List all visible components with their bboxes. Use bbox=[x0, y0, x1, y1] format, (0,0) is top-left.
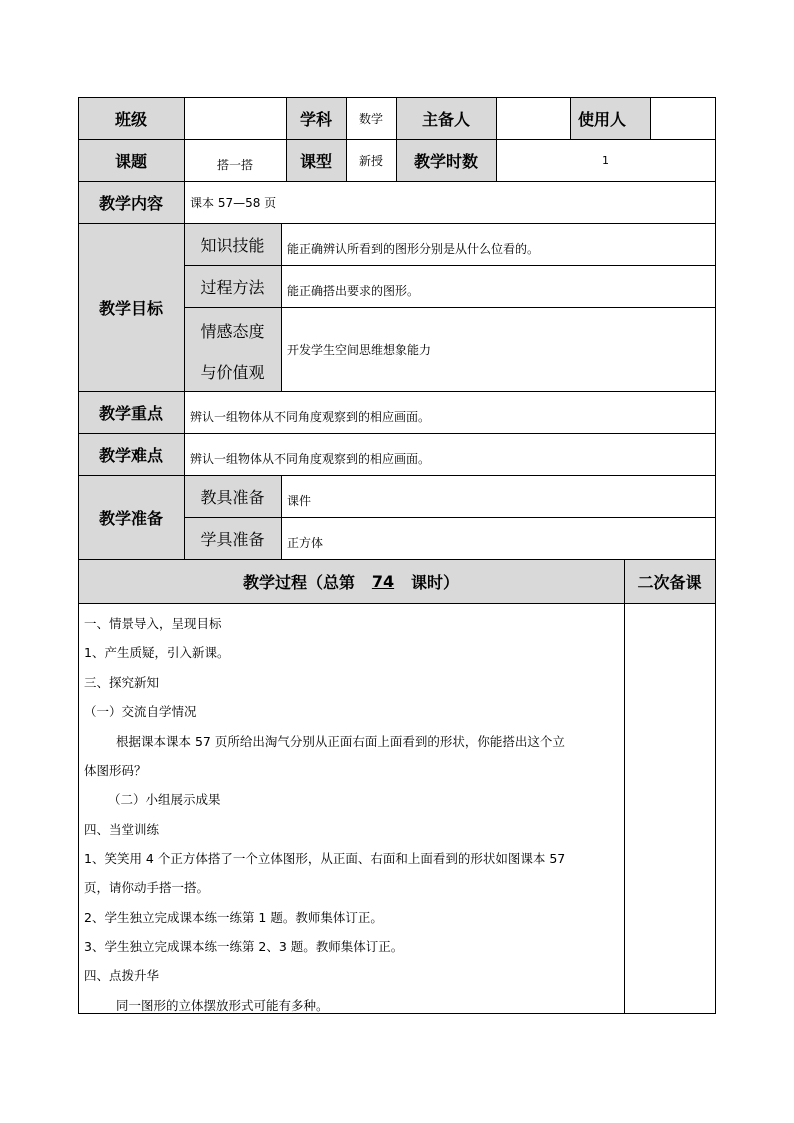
process-line-12: 3、学生独立完成课本练一练第 2、3 题。教师集体订正。 bbox=[84, 939, 404, 954]
class-label: 班级 bbox=[114, 109, 147, 129]
goal-knowledge-label: 知识技能 bbox=[200, 235, 265, 255]
subject-value[interactable]: 数学 bbox=[358, 111, 383, 126]
content-value[interactable]: 课本 57—58 页 bbox=[190, 195, 277, 210]
content-label: 教学内容 bbox=[98, 193, 163, 213]
process-line-13: 四、点拨升华 bbox=[84, 968, 160, 983]
process-lesson-number: 74 bbox=[371, 571, 395, 591]
process-line-7: （二）小组展示成果 bbox=[108, 792, 221, 807]
goal-process-label: 过程方法 bbox=[200, 277, 265, 297]
process-line-3: 三、探究新知 bbox=[84, 675, 160, 690]
process-line-14: 同一图形的立体摆放形式可能有多种。 bbox=[116, 998, 329, 1013]
process-line-10: 页，请你动手搭一搭。 bbox=[84, 880, 210, 895]
user-label: 使用人 bbox=[578, 109, 627, 129]
process-title-suffix: 课时） bbox=[411, 572, 460, 592]
second-prep-area[interactable] bbox=[625, 604, 715, 1013]
key-point-value[interactable]: 辨认一组物体从不同角度观察到的相应画面。 bbox=[190, 409, 431, 424]
process-line-6: 体图形码？ bbox=[84, 763, 147, 778]
hours-label: 教学时数 bbox=[413, 151, 478, 171]
process-line-2: 1、产生质疑，引入新课。 bbox=[84, 645, 230, 660]
topic-label: 课题 bbox=[114, 151, 147, 171]
teacher-materials-label: 教具准备 bbox=[200, 487, 265, 507]
hours-value[interactable]: 1 bbox=[602, 153, 609, 167]
process-line-5: 根据课本课本 57 页所给出淘气分别从正面右面上面看到的形状，你能搭出这个立 bbox=[116, 734, 565, 749]
process-line-1: 一、情景导入，呈现目标 bbox=[84, 616, 222, 631]
goal-attitude-label-line2: 与价值观 bbox=[200, 362, 265, 382]
subject-label: 学科 bbox=[299, 109, 332, 129]
process-title-prefix: 教学过程（总第 bbox=[242, 572, 355, 592]
goals-label: 教学目标 bbox=[98, 298, 163, 318]
student-materials-label: 学具准备 bbox=[200, 529, 265, 549]
preparation-label: 教学准备 bbox=[98, 508, 163, 528]
goal-attitude-value[interactable]: 开发学生空间思维想象能力 bbox=[287, 342, 432, 357]
key-point-label: 教学重点 bbox=[98, 403, 163, 423]
preparer-value[interactable] bbox=[496, 97, 570, 139]
process-title bbox=[78, 559, 624, 603]
goal-process-value[interactable]: 能正确搭出要求的图形。 bbox=[287, 283, 420, 298]
process-line-9: 1、笑笑用 4 个正方体搭了一个立体图形，从正面、右面和上面看到的形状如图课本 57 bbox=[84, 851, 566, 866]
second-prep-label: 二次备课 bbox=[637, 572, 702, 592]
process-line-4: （一）交流自学情况 bbox=[84, 704, 197, 719]
teacher-materials-value[interactable]: 课件 bbox=[287, 493, 312, 508]
class-value[interactable] bbox=[184, 97, 286, 139]
type-value[interactable]: 新授 bbox=[358, 153, 383, 168]
process-line-11: 2、学生独立完成课本练一练第 1 题。教师集体订正。 bbox=[84, 910, 383, 925]
preparer-label: 主备人 bbox=[421, 109, 470, 129]
topic-value[interactable]: 搭一搭 bbox=[216, 157, 253, 172]
difficulty-value[interactable]: 辨认一组物体从不同角度观察到的相应画面。 bbox=[190, 451, 431, 466]
student-materials-value[interactable]: 正方体 bbox=[287, 535, 324, 550]
user-value[interactable] bbox=[650, 97, 715, 139]
goal-knowledge-value[interactable]: 能正确辨认所看到的图形分别是从什么位看的。 bbox=[287, 241, 540, 256]
process-line-8: 四、当堂训练 bbox=[84, 822, 160, 837]
difficulty-label: 教学难点 bbox=[98, 445, 163, 465]
type-label: 课型 bbox=[299, 151, 332, 171]
goal-attitude-label-line1: 情感态度 bbox=[200, 321, 265, 341]
